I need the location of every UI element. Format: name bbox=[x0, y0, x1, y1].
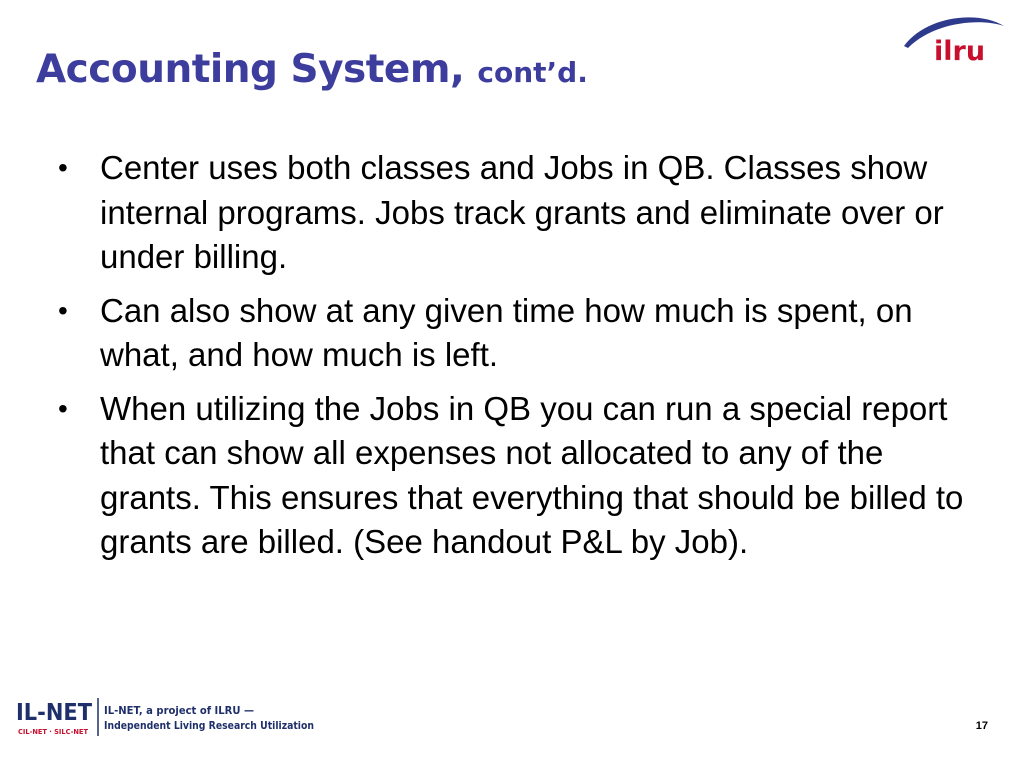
bullet-text: Center uses both classes and Jobs in QB. Classes show internal programs. Jobs track grants and eliminate over or under billing. bbox=[100, 149, 944, 275]
footer-tagline-line2: Independent Living Research Utilization bbox=[104, 719, 314, 732]
ilru-logo-text: ilru bbox=[934, 36, 986, 67]
ilnet-footer-logo bbox=[16, 694, 326, 740]
footer-tagline-line1: IL-NET, a project of ILRU — bbox=[104, 704, 254, 717]
bullet-dot: • bbox=[58, 392, 68, 424]
slide-title bbox=[36, 47, 588, 92]
bullet-text: When utilizing the Jobs in QB you can run a special report that can show all expenses not allocated to any of the grants. This ensures that everything that should be billed to grants are billed. (See handout P&L by Job). bbox=[100, 389, 964, 560]
ilru-logo bbox=[900, 8, 1010, 66]
bullet-item bbox=[58, 146, 978, 280]
slide-title-main: Accounting System, bbox=[36, 47, 478, 92]
bullet-dot: • bbox=[58, 152, 68, 183]
slide-title-sub: cont’d. bbox=[477, 56, 588, 89]
page-number: 17 bbox=[975, 720, 988, 732]
bullet-item bbox=[58, 387, 978, 565]
ilnet-logo-text: IL-NET bbox=[16, 700, 93, 726]
bullet-item bbox=[58, 289, 978, 378]
bullet-text: Can also show at any given time how much is spent, on what, and how much is left. bbox=[100, 291, 913, 373]
ilnet-logo-subtext: CIL-NET · SILC-NET bbox=[18, 728, 89, 736]
bullet-dot: • bbox=[58, 294, 68, 326]
bullet-list bbox=[58, 146, 978, 574]
